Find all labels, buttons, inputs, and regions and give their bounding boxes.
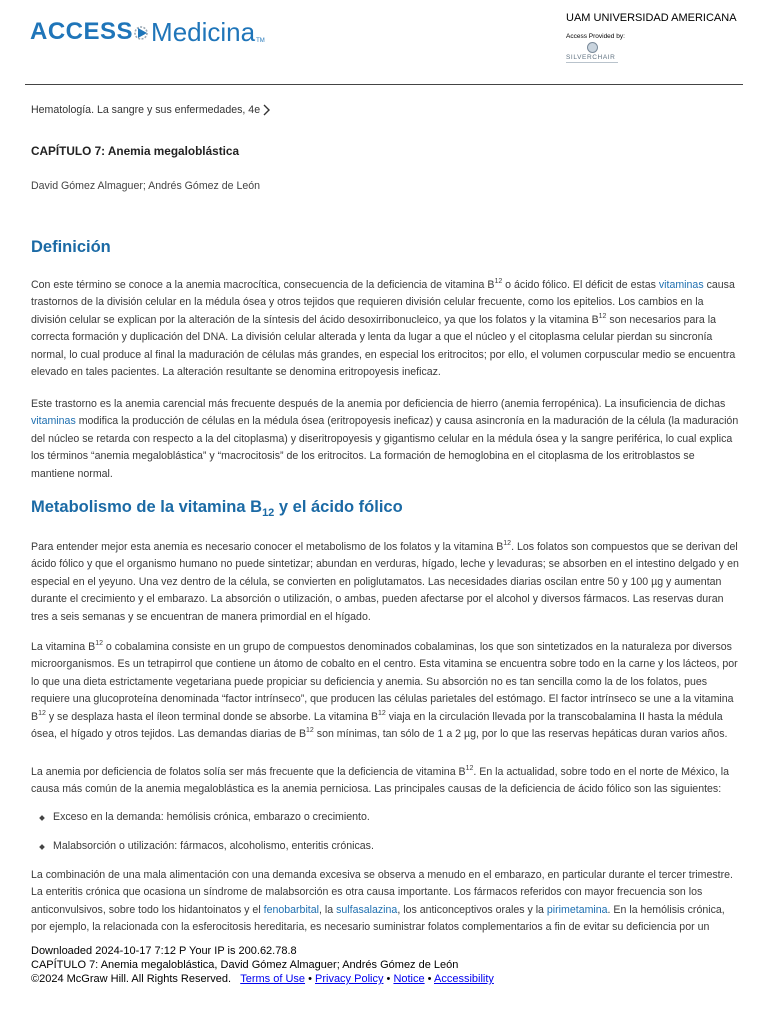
fenobarbital-link[interactable]: fenobarbital <box>263 903 319 916</box>
chevron-right-icon <box>262 104 270 116</box>
header-divider <box>25 84 743 85</box>
logo-tm: TM <box>256 38 265 44</box>
bullet-icon <box>39 844 45 850</box>
sulfasalazina-link[interactable]: sulfasalazina <box>336 903 398 916</box>
logo-medicina-text: Medicina <box>151 16 256 47</box>
paragraph-definicion-1: Con este término se conoce a la anemia macrocítica, consecuencia de la deficiencia de vitamina $B^{12}$ o ácido fólico. El déficit de estas vitaminas causa trastornos de la división celular en la médula ósea y otros tejidos que requieren división celular frecuente, como los epitelios. Los cambios en la división celular se explican por la alteración de la síntesis del ácido desoxirribonucleico, ya que los folatos y la vitamina $B^{12}$ son necesarios para la correcta formación y duplicación del DNA. La división celular alterada y lenta da lugar a que el núcleo y el citoplasma celular pierdan su sincronía normal, lo cual produce al final la maduración de células más grandes, en especial los eritrocitos; por ello, el volumen corpuscular medio se encuentra elevado en tales pacientes. La alteración resultante se denomina eritropoyesis ineficaz. <box>31 278 736 379</box>
silverchair-logo <box>566 42 626 64</box>
breadcrumb[interactable] <box>31 104 270 116</box>
accessibility-link[interactable]: Accessibility <box>433 973 494 985</box>
bullet-icon <box>39 815 45 821</box>
logo-access-text: ACCESS <box>30 18 134 45</box>
privacy-policy-link[interactable]: Privacy Policy <box>315 973 384 985</box>
list-item: Exceso en la demanda: hemólisis crónica, embarazo o crecimiento. <box>31 809 739 826</box>
logo-gear-icon <box>134 22 150 44</box>
paragraph-metabolismo-1: Para entender mejor esta anemia es necesario conocer el metabolismo de los folatos y la vitamina $B^{12}$. Los folatos son compuestos que se derivan del ácido fólico y que el organismo humano no puede sintetizar; abundan en verduras, hígado, leche y levaduras; se absorben en el intestino delgado y en especial en el yeyuno. Una vez dentro de la célula, se convierten en poliglutamatos. Las necesidades diarias oscilan entre 50 y 100 µg y aumentan durante el crecimiento y el embarazo. La absorción o utilización, o ambas, pueden afectarse por el alcohol y diversos fármacos. Las reservas duran tres a seis semanas y se encuentran de manera primordial en el hígado. <box>31 540 739 623</box>
pirimetamina-link[interactable]: pirimetamina <box>546 903 608 916</box>
causes-list <box>31 809 739 826</box>
copyright-line: ©2024 McGraw Hill. All Rights Reserved. Terms of Use • Privacy Policy • Notice • Accessibility <box>31 973 494 985</box>
access-provided-label: Access Provided by: <box>566 33 625 40</box>
vitaminas-link[interactable]: vitaminas <box>31 415 76 428</box>
notice-link[interactable]: Notice <box>393 973 425 985</box>
citation-line: CAPÍTULO 7: Anemia megaloblástica, David Gómez Almaguer; Andrés Gómez de León <box>31 959 459 971</box>
vitaminas-link[interactable]: vitaminas <box>658 279 704 291</box>
list-item: Malabsorción o utilización: fármacos, alcoholismo, enteritis crónicas. <box>31 838 739 855</box>
institution-name: UAM UNIVERSIDAD AMERICANA <box>566 12 737 24</box>
chapter-title: CAPÍTULO 7: Anemia megaloblástica <box>31 144 240 158</box>
silverchair-icon <box>587 42 598 53</box>
download-footer <box>0 940 768 1024</box>
section-heading-definicion: Definición <box>31 238 111 256</box>
terms-of-use-link[interactable]: Terms of Use <box>240 973 306 985</box>
paragraph-metabolismo-2: La vitamina $B^{12}$ o cobalamina consiste en un grupo de compuestos denominados cobalaminas, los que son sintetizados en la naturaleza por diversos microorganismos. Es un tetrapirrol que contiene un átomo de cobalto en el centro. Esta vitamina se encuentra sobre todo en la carne y los lácteos, por lo que una dieta estrictamente vegetariana puede propiciar su deficiencia y anemia. Su absorción no es tan sencilla como la de los folatos, pues requiere una glucoproteína denominada “factor intrínseco”, que producen las células parietales del estómago. El factor intrínseco se une a la vitamina $B^{12}$ y se desplaza hasta el íleon terminal donde se absorbe. La vitamina $B^{12}$ viaja en la circulación llevada por la transcobalamina II hasta la médula ósea, el hígado y otros tejidos. Las demandas diarias de $B^{12}$ son mínimas, tan sólo de 1 a 2 µg, por lo que las reservas hepáticas duran varios años. <box>31 640 738 741</box>
section-heading-metabolismo: Metabolismo de la vitamina $B_{12}$ y el ácido fólico <box>31 498 403 519</box>
paragraph-definicion-2: Este trastorno es la anemia carencial más frecuente después de la anemia por deficiencia de hierro (anemia ferropénica). La insuficiencia de dichas vitaminas modifica la producción de células en la médula ósea (eritropoyesis ineficaz) y causa asincronía en la maduración de la célula (la maduración del núcleo se retarda con respecto a la del citoplasma) y diseritropoyesis y gigantismo celular en la médula ósea y la sangre periférica, lo cual explica los términos “anemia megaloblástica” y “macrocitosis” de los eritrocitos. La formación de hemoglobina en el citoplasma de los eritroblastos se mantiene normal. <box>31 398 739 480</box>
silverchair-text: SILVERCHAIR <box>566 54 616 61</box>
paragraph-metabolismo-4: La combinación de una mala alimentación con una demanda excesiva se observa a menudo en el embarazo, en particular durante el tercer trimestre. La enteritis crónica que ocasiona un síndrome de malabsorción es otra causa importante. Los fármacos referidos con mayor frecuencia son los anticonvulsivos, sobre todo los hidantoinatos y el fenobarbital, la sulfasalazina, los anticonceptivos orales y la pirimetamina. En la hemólisis crónica, por ejemplo, la relacionada con la esferocitosis hereditaria, es necesario suministrar folatos complementarios a fin de evitar su deficiencia por un <box>31 869 733 934</box>
breadcrumb-book-title[interactable]: Hematología. La sangre y sus enfermedades, 4e <box>31 104 261 116</box>
silverchair-underline <box>566 62 618 63</box>
download-info: Downloaded 2024-10-17 7:12 P Your IP is 200.62.78.8 <box>31 945 297 957</box>
causes-list <box>31 838 739 855</box>
accessmedicina-logo[interactable] <box>30 10 265 54</box>
chapter-authors: David Gómez Almaguer; Andrés Gómez de León <box>31 180 261 192</box>
site-header <box>0 0 768 84</box>
paragraph-metabolismo-3: La anemia por deficiencia de folatos solía ser más frecuente que la deficiencia de vitamina $B^{12}$. En la actualidad, sobre todo en el norte de México, la causa más común de la anemia megaloblástica es la anemia perniciosa. Las principales causas de la deficiencia de ácido fólico son las siguientes: <box>31 765 729 796</box>
